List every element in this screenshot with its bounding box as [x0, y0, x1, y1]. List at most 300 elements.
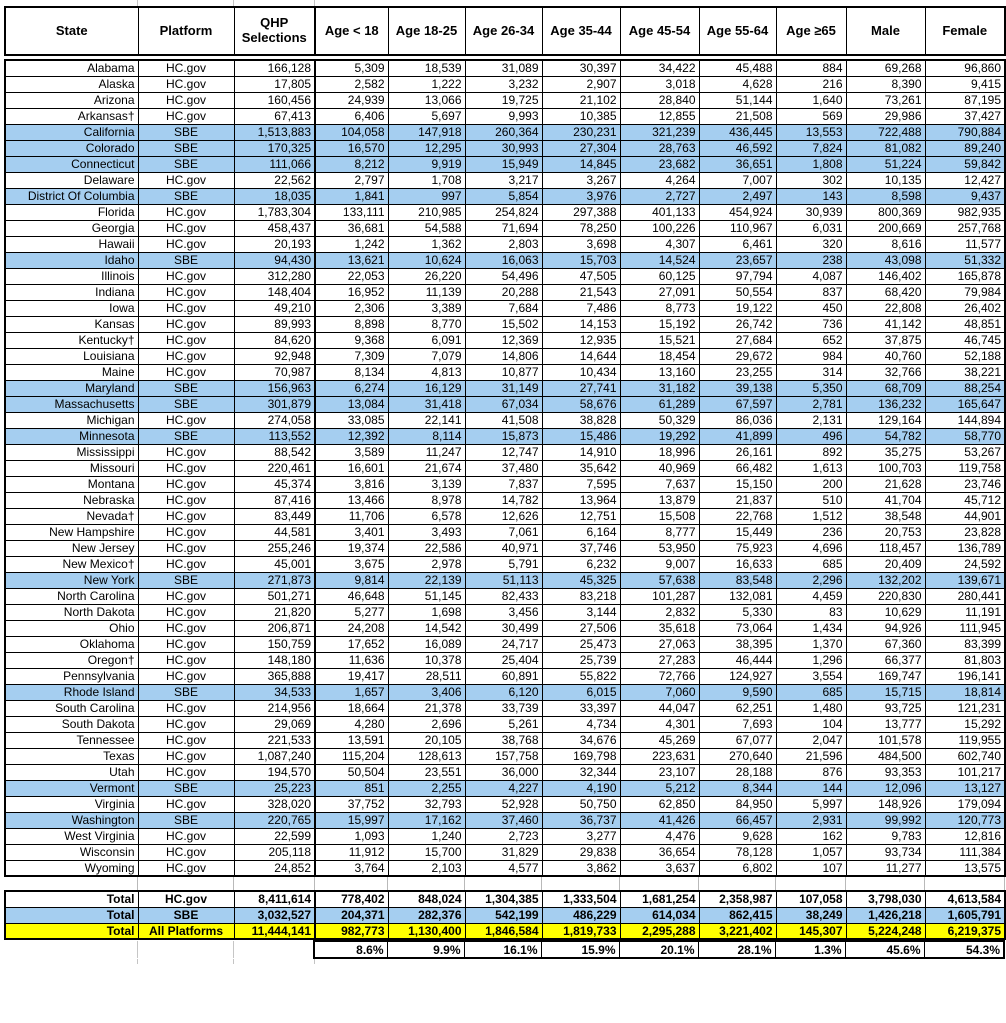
age-ge65-cell[interactable]: 162 [776, 828, 846, 844]
qhp-selections-cell[interactable]: 11,444,141 [234, 923, 315, 939]
platform-cell[interactable]: SBE [138, 140, 234, 156]
platform-cell[interactable]: HC.gov [138, 540, 234, 556]
female-cell[interactable]: 53,267 [925, 444, 1005, 460]
age-55-64-cell[interactable]: 23,255 [699, 364, 776, 380]
age-ge65-cell[interactable]: 884 [776, 60, 846, 76]
age-lt18-cell[interactable]: 8,898 [315, 316, 388, 332]
age-35-44-cell[interactable]: 3,277 [542, 828, 620, 844]
male-cell[interactable]: 136,232 [846, 396, 925, 412]
age-26-34-cell[interactable]: 1,846,584 [465, 923, 542, 939]
qhp-selections-cell[interactable]: 113,552 [234, 428, 315, 444]
female-cell[interactable]: 9,415 [925, 76, 1005, 92]
state-cell[interactable]: Wisconsin [5, 844, 138, 860]
age-35-44-cell[interactable]: 35,642 [542, 460, 620, 476]
qhp-selections-cell[interactable]: 24,852 [234, 860, 315, 876]
age-18-25-cell[interactable]: 8,114 [388, 428, 465, 444]
age-ge65-cell[interactable]: 1,370 [776, 636, 846, 652]
column-header-age-55-64[interactable]: Age 55-64 [699, 7, 776, 55]
age-18-25-cell[interactable]: 16,129 [388, 380, 465, 396]
age-55-64-cell[interactable]: 21,508 [699, 108, 776, 124]
platform-cell[interactable]: HC.gov [138, 844, 234, 860]
column-header-age-ge65[interactable]: Age ≥65 [776, 7, 846, 55]
age-ge65-cell[interactable]: 314 [776, 364, 846, 380]
age-35-44-cell[interactable]: 169,798 [542, 748, 620, 764]
age-lt18-cell[interactable]: 11,912 [315, 844, 388, 860]
platform-cell[interactable]: SBE [138, 684, 234, 700]
platform-cell[interactable]: SBE [138, 396, 234, 412]
platform-cell[interactable]: HC.gov [138, 60, 234, 76]
empty-cell[interactable] [619, 877, 698, 890]
age-ge65-cell[interactable]: 652 [776, 332, 846, 348]
age-35-44-cell[interactable]: 78,250 [542, 220, 620, 236]
age-45-54-cell[interactable]: 45,269 [620, 732, 699, 748]
column-header-male[interactable]: Male [846, 7, 925, 55]
age-18-25-cell[interactable]: 22,139 [388, 572, 465, 588]
male-cell[interactable]: 5,224,248 [846, 923, 925, 939]
age-lt18-cell[interactable]: 778,402 [315, 891, 388, 907]
female-cell[interactable]: 15,292 [925, 716, 1005, 732]
age-45-54-cell[interactable]: 614,034 [620, 907, 699, 923]
age-lt18-cell[interactable]: 24,208 [315, 620, 388, 636]
age-55-64-cell[interactable]: 75,923 [699, 540, 776, 556]
age-26-34-cell[interactable]: 67,034 [465, 396, 542, 412]
age-18-25-cell[interactable]: 20,105 [388, 732, 465, 748]
male-cell[interactable]: 15,715 [846, 684, 925, 700]
empty-cell[interactable] [464, 877, 541, 890]
age-18-25-cell[interactable]: 16,089 [388, 636, 465, 652]
age-55-64-cell[interactable]: 862,415 [699, 907, 776, 923]
male-cell[interactable]: 800,369 [846, 204, 925, 220]
percent-age-18-25[interactable]: 9.9% [387, 941, 464, 958]
male-cell[interactable]: 41,704 [846, 492, 925, 508]
age-ge65-cell[interactable]: 496 [776, 428, 846, 444]
female-cell[interactable]: 101,217 [925, 764, 1005, 780]
state-cell[interactable]: Alabama [5, 60, 138, 76]
male-cell[interactable]: 43,098 [846, 252, 925, 268]
age-35-44-cell[interactable]: 3,267 [542, 172, 620, 188]
age-18-25-cell[interactable]: 7,079 [388, 348, 465, 364]
age-55-64-cell[interactable]: 9,628 [699, 828, 776, 844]
age-ge65-cell[interactable]: 13,553 [776, 124, 846, 140]
state-cell[interactable]: Oklahoma [5, 636, 138, 652]
male-cell[interactable]: 13,777 [846, 716, 925, 732]
age-35-44-cell[interactable]: 230,231 [542, 124, 620, 140]
age-45-54-cell[interactable]: 8,777 [620, 524, 699, 540]
state-cell[interactable]: Ohio [5, 620, 138, 636]
age-lt18-cell[interactable]: 1,841 [315, 188, 388, 204]
age-55-64-cell[interactable]: 27,684 [699, 332, 776, 348]
male-cell[interactable]: 1,426,218 [846, 907, 925, 923]
qhp-selections-cell[interactable]: 17,805 [234, 76, 315, 92]
age-26-34-cell[interactable]: 60,891 [465, 668, 542, 684]
age-26-34-cell[interactable]: 37,460 [465, 812, 542, 828]
platform-cell[interactable]: HC.gov [138, 412, 234, 428]
age-55-64-cell[interactable]: 39,138 [699, 380, 776, 396]
age-lt18-cell[interactable]: 19,417 [315, 668, 388, 684]
state-cell[interactable]: New York [5, 572, 138, 588]
age-18-25-cell[interactable]: 21,378 [388, 700, 465, 716]
age-18-25-cell[interactable]: 5,697 [388, 108, 465, 124]
state-cell[interactable]: South Dakota [5, 716, 138, 732]
age-lt18-cell[interactable]: 1,657 [315, 684, 388, 700]
age-45-54-cell[interactable]: 60,125 [620, 268, 699, 284]
age-18-25-cell[interactable]: 18,539 [388, 60, 465, 76]
female-cell[interactable]: 11,191 [925, 604, 1005, 620]
male-cell[interactable]: 94,926 [846, 620, 925, 636]
age-ge65-cell[interactable]: 200 [776, 476, 846, 492]
age-35-44-cell[interactable]: 4,734 [542, 716, 620, 732]
age-26-34-cell[interactable]: 82,433 [465, 588, 542, 604]
state-cell[interactable]: Tennessee [5, 732, 138, 748]
platform-cell[interactable]: HC.gov [138, 524, 234, 540]
age-55-64-cell[interactable]: 15,449 [699, 524, 776, 540]
age-26-34-cell[interactable]: 12,369 [465, 332, 542, 348]
age-ge65-cell[interactable]: 1,057 [776, 844, 846, 860]
age-35-44-cell[interactable]: 6,232 [542, 556, 620, 572]
state-cell[interactable]: Minnesota [5, 428, 138, 444]
age-ge65-cell[interactable]: 2,296 [776, 572, 846, 588]
age-26-34-cell[interactable]: 254,824 [465, 204, 542, 220]
qhp-selections-cell[interactable]: 150,759 [234, 636, 315, 652]
state-cell[interactable]: District Of Columbia [5, 188, 138, 204]
age-18-25-cell[interactable]: 128,613 [388, 748, 465, 764]
percent-male[interactable]: 45.6% [845, 941, 924, 958]
male-cell[interactable]: 118,457 [846, 540, 925, 556]
female-cell[interactable]: 45,712 [925, 492, 1005, 508]
age-ge65-cell[interactable]: 736 [776, 316, 846, 332]
qhp-selections-cell[interactable]: 274,058 [234, 412, 315, 428]
age-lt18-cell[interactable]: 3,764 [315, 860, 388, 876]
column-header-platform[interactable]: Platform [138, 7, 234, 55]
qhp-selections-cell[interactable]: 8,411,614 [234, 891, 315, 907]
column-header-female[interactable]: Female [925, 7, 1005, 55]
female-cell[interactable]: 87,195 [925, 92, 1005, 108]
age-ge65-cell[interactable]: 4,696 [776, 540, 846, 556]
platform-cell[interactable]: SBE [138, 812, 234, 828]
age-26-34-cell[interactable]: 5,791 [465, 556, 542, 572]
age-35-44-cell[interactable]: 27,304 [542, 140, 620, 156]
column-header-age-26-34[interactable]: Age 26-34 [465, 7, 542, 55]
female-cell[interactable]: 6,219,375 [925, 923, 1005, 939]
platform-cell[interactable]: HC.gov [138, 796, 234, 812]
age-lt18-cell[interactable]: 1,093 [315, 828, 388, 844]
age-35-44-cell[interactable]: 14,845 [542, 156, 620, 172]
male-cell[interactable]: 99,992 [846, 812, 925, 828]
age-45-54-cell[interactable]: 101,287 [620, 588, 699, 604]
age-lt18-cell[interactable]: 3,401 [315, 524, 388, 540]
male-cell[interactable]: 29,986 [846, 108, 925, 124]
age-lt18-cell[interactable]: 15,997 [315, 812, 388, 828]
age-45-54-cell[interactable]: 50,329 [620, 412, 699, 428]
female-cell[interactable]: 280,441 [925, 588, 1005, 604]
age-45-54-cell[interactable]: 12,855 [620, 108, 699, 124]
age-lt18-cell[interactable]: 13,466 [315, 492, 388, 508]
age-ge65-cell[interactable]: 4,087 [776, 268, 846, 284]
age-35-44-cell[interactable]: 486,229 [542, 907, 620, 923]
platform-cell[interactable]: SBE [138, 156, 234, 172]
age-26-34-cell[interactable]: 31,829 [465, 844, 542, 860]
age-26-34-cell[interactable]: 52,928 [465, 796, 542, 812]
age-18-25-cell[interactable]: 14,542 [388, 620, 465, 636]
female-cell[interactable]: 139,671 [925, 572, 1005, 588]
state-cell[interactable]: Vermont [5, 780, 138, 796]
male-cell[interactable]: 51,224 [846, 156, 925, 172]
state-cell[interactable]: Montana [5, 476, 138, 492]
platform-cell[interactable]: HC.gov [138, 220, 234, 236]
age-45-54-cell[interactable]: 223,631 [620, 748, 699, 764]
age-35-44-cell[interactable]: 7,486 [542, 300, 620, 316]
age-18-25-cell[interactable]: 1,362 [388, 236, 465, 252]
age-ge65-cell[interactable]: 1,512 [776, 508, 846, 524]
age-35-44-cell[interactable]: 45,325 [542, 572, 620, 588]
female-cell[interactable]: 46,745 [925, 332, 1005, 348]
age-45-54-cell[interactable]: 41,426 [620, 812, 699, 828]
female-cell[interactable]: 602,740 [925, 748, 1005, 764]
age-26-34-cell[interactable]: 15,949 [465, 156, 542, 172]
column-header-state[interactable]: State [5, 7, 138, 55]
female-cell[interactable]: 13,575 [925, 860, 1005, 876]
age-ge65-cell[interactable]: 2,781 [776, 396, 846, 412]
male-cell[interactable]: 81,082 [846, 140, 925, 156]
age-ge65-cell[interactable]: 30,939 [776, 204, 846, 220]
platform-cell[interactable]: HC.gov [138, 348, 234, 364]
age-lt18-cell[interactable]: 33,085 [315, 412, 388, 428]
age-45-54-cell[interactable]: 4,301 [620, 716, 699, 732]
state-cell[interactable]: Delaware [5, 172, 138, 188]
age-35-44-cell[interactable]: 21,102 [542, 92, 620, 108]
age-35-44-cell[interactable]: 50,750 [542, 796, 620, 812]
qhp-selections-cell[interactable]: 365,888 [234, 668, 315, 684]
platform-cell[interactable]: SBE [138, 572, 234, 588]
platform-cell[interactable]: HC.gov [138, 268, 234, 284]
female-cell[interactable]: 44,901 [925, 508, 1005, 524]
age-35-44-cell[interactable]: 6,164 [542, 524, 620, 540]
state-cell[interactable]: Indiana [5, 284, 138, 300]
age-55-64-cell[interactable]: 26,742 [699, 316, 776, 332]
male-cell[interactable]: 220,830 [846, 588, 925, 604]
age-45-54-cell[interactable]: 9,007 [620, 556, 699, 572]
female-cell[interactable]: 179,094 [925, 796, 1005, 812]
age-55-64-cell[interactable]: 124,927 [699, 668, 776, 684]
age-18-25-cell[interactable]: 11,139 [388, 284, 465, 300]
male-cell[interactable]: 21,628 [846, 476, 925, 492]
qhp-selections-cell[interactable]: 301,879 [234, 396, 315, 412]
age-35-44-cell[interactable]: 25,473 [542, 636, 620, 652]
female-cell[interactable]: 119,955 [925, 732, 1005, 748]
age-26-34-cell[interactable]: 3,217 [465, 172, 542, 188]
age-45-54-cell[interactable]: 5,212 [620, 780, 699, 796]
percent-age-ge65[interactable]: 1.3% [775, 941, 845, 958]
qhp-selections-cell[interactable]: 220,765 [234, 812, 315, 828]
age-lt18-cell[interactable]: 5,309 [315, 60, 388, 76]
age-lt18-cell[interactable]: 2,306 [315, 300, 388, 316]
age-26-34-cell[interactable]: 10,877 [465, 364, 542, 380]
age-18-25-cell[interactable]: 1,240 [388, 828, 465, 844]
age-45-54-cell[interactable]: 7,060 [620, 684, 699, 700]
age-35-44-cell[interactable]: 3,862 [542, 860, 620, 876]
age-ge65-cell[interactable]: 5,997 [776, 796, 846, 812]
platform-cell[interactable]: HC.gov [138, 92, 234, 108]
age-ge65-cell[interactable]: 685 [776, 556, 846, 572]
male-cell[interactable]: 37,875 [846, 332, 925, 348]
age-55-64-cell[interactable]: 38,395 [699, 636, 776, 652]
qhp-selections-cell[interactable]: 214,956 [234, 700, 315, 716]
age-45-54-cell[interactable]: 2,727 [620, 188, 699, 204]
female-cell[interactable]: 51,332 [925, 252, 1005, 268]
age-55-64-cell[interactable]: 41,899 [699, 428, 776, 444]
platform-cell[interactable]: HC.gov [138, 316, 234, 332]
age-18-25-cell[interactable]: 13,066 [388, 92, 465, 108]
age-26-34-cell[interactable]: 51,113 [465, 572, 542, 588]
age-35-44-cell[interactable]: 34,676 [542, 732, 620, 748]
age-ge65-cell[interactable]: 1,296 [776, 652, 846, 668]
qhp-selections-cell[interactable]: 312,280 [234, 268, 315, 284]
qhp-selections-cell[interactable]: 22,562 [234, 172, 315, 188]
age-45-54-cell[interactable]: 61,289 [620, 396, 699, 412]
age-ge65-cell[interactable]: 7,824 [776, 140, 846, 156]
age-ge65-cell[interactable]: 38,249 [776, 907, 846, 923]
qhp-selections-cell[interactable]: 20,193 [234, 236, 315, 252]
age-26-34-cell[interactable]: 54,496 [465, 268, 542, 284]
age-18-25-cell[interactable]: 1,130,400 [388, 923, 465, 939]
state-cell[interactable]: Connecticut [5, 156, 138, 172]
male-cell[interactable]: 68,709 [846, 380, 925, 396]
female-cell[interactable]: 48,851 [925, 316, 1005, 332]
age-55-64-cell[interactable]: 436,445 [699, 124, 776, 140]
age-18-25-cell[interactable]: 28,511 [388, 668, 465, 684]
age-ge65-cell[interactable]: 144 [776, 780, 846, 796]
female-cell[interactable]: 165,647 [925, 396, 1005, 412]
age-ge65-cell[interactable]: 216 [776, 76, 846, 92]
age-45-54-cell[interactable]: 19,292 [620, 428, 699, 444]
age-45-54-cell[interactable]: 1,681,254 [620, 891, 699, 907]
age-ge65-cell[interactable]: 3,554 [776, 668, 846, 684]
age-18-25-cell[interactable]: 32,793 [388, 796, 465, 812]
age-18-25-cell[interactable]: 9,919 [388, 156, 465, 172]
age-lt18-cell[interactable]: 13,591 [315, 732, 388, 748]
qhp-selections-cell[interactable]: 1,513,883 [234, 124, 315, 140]
empty-cell[interactable] [233, 877, 314, 890]
age-35-44-cell[interactable]: 32,344 [542, 764, 620, 780]
male-cell[interactable]: 146,402 [846, 268, 925, 284]
age-55-64-cell[interactable]: 84,950 [699, 796, 776, 812]
platform-cell[interactable]: SBE [138, 907, 234, 923]
percent-age-45-54[interactable]: 20.1% [619, 941, 698, 958]
age-26-34-cell[interactable]: 157,758 [465, 748, 542, 764]
age-18-25-cell[interactable]: 1,708 [388, 172, 465, 188]
qhp-selections-cell[interactable]: 1,087,240 [234, 748, 315, 764]
age-18-25-cell[interactable]: 3,406 [388, 684, 465, 700]
state-cell[interactable]: Virginia [5, 796, 138, 812]
age-45-54-cell[interactable]: 28,840 [620, 92, 699, 108]
age-45-54-cell[interactable]: 23,107 [620, 764, 699, 780]
age-26-34-cell[interactable]: 3,232 [465, 76, 542, 92]
age-35-44-cell[interactable]: 36,737 [542, 812, 620, 828]
age-55-64-cell[interactable]: 7,007 [699, 172, 776, 188]
male-cell[interactable]: 200,669 [846, 220, 925, 236]
age-18-25-cell[interactable]: 12,295 [388, 140, 465, 156]
female-cell[interactable]: 79,984 [925, 284, 1005, 300]
age-35-44-cell[interactable]: 10,434 [542, 364, 620, 380]
age-26-34-cell[interactable]: 30,993 [465, 140, 542, 156]
age-45-54-cell[interactable]: 4,476 [620, 828, 699, 844]
platform-cell[interactable]: HC.gov [138, 508, 234, 524]
qhp-selections-cell[interactable]: 83,449 [234, 508, 315, 524]
empty-cell[interactable] [137, 877, 233, 890]
age-ge65-cell[interactable]: 1,613 [776, 460, 846, 476]
age-lt18-cell[interactable]: 17,652 [315, 636, 388, 652]
age-55-64-cell[interactable]: 86,036 [699, 412, 776, 428]
age-18-25-cell[interactable]: 2,696 [388, 716, 465, 732]
age-lt18-cell[interactable]: 5,277 [315, 604, 388, 620]
age-18-25-cell[interactable]: 11,247 [388, 444, 465, 460]
age-26-34-cell[interactable]: 33,739 [465, 700, 542, 716]
age-lt18-cell[interactable]: 115,204 [315, 748, 388, 764]
age-26-34-cell[interactable]: 38,768 [465, 732, 542, 748]
age-26-34-cell[interactable]: 12,747 [465, 444, 542, 460]
age-55-64-cell[interactable]: 51,144 [699, 92, 776, 108]
age-26-34-cell[interactable]: 260,364 [465, 124, 542, 140]
qhp-selections-cell[interactable]: 45,374 [234, 476, 315, 492]
platform-cell[interactable]: HC.gov [138, 332, 234, 348]
age-55-64-cell[interactable]: 45,488 [699, 60, 776, 76]
state-cell[interactable]: Maryland [5, 380, 138, 396]
age-55-64-cell[interactable]: 6,461 [699, 236, 776, 252]
state-cell[interactable]: Hawaii [5, 236, 138, 252]
age-18-25-cell[interactable]: 3,493 [388, 524, 465, 540]
age-18-25-cell[interactable]: 31,418 [388, 396, 465, 412]
state-cell[interactable]: Arkansas† [5, 108, 138, 124]
age-55-64-cell[interactable]: 67,077 [699, 732, 776, 748]
age-18-25-cell[interactable]: 210,985 [388, 204, 465, 220]
age-ge65-cell[interactable]: 2,131 [776, 412, 846, 428]
age-lt18-cell[interactable]: 104,058 [315, 124, 388, 140]
age-18-25-cell[interactable]: 1,222 [388, 76, 465, 92]
male-cell[interactable]: 3,798,030 [846, 891, 925, 907]
age-ge65-cell[interactable]: 6,031 [776, 220, 846, 236]
state-cell[interactable]: Rhode Island [5, 684, 138, 700]
male-cell[interactable]: 101,578 [846, 732, 925, 748]
empty-cell[interactable] [698, 877, 775, 890]
age-55-64-cell[interactable]: 46,444 [699, 652, 776, 668]
male-cell[interactable]: 100,703 [846, 460, 925, 476]
age-45-54-cell[interactable]: 4,307 [620, 236, 699, 252]
age-55-64-cell[interactable]: 2,497 [699, 188, 776, 204]
age-55-64-cell[interactable]: 3,221,402 [699, 923, 776, 939]
age-45-54-cell[interactable]: 28,763 [620, 140, 699, 156]
empty-cell[interactable] [775, 877, 845, 890]
age-35-44-cell[interactable]: 27,741 [542, 380, 620, 396]
age-18-25-cell[interactable]: 8,978 [388, 492, 465, 508]
female-cell[interactable]: 59,842 [925, 156, 1005, 172]
age-26-34-cell[interactable]: 19,725 [465, 92, 542, 108]
age-lt18-cell[interactable]: 13,084 [315, 396, 388, 412]
age-18-25-cell[interactable]: 51,145 [388, 588, 465, 604]
age-26-34-cell[interactable]: 14,806 [465, 348, 542, 364]
female-cell[interactable]: 23,828 [925, 524, 1005, 540]
female-cell[interactable]: 13,127 [925, 780, 1005, 796]
state-cell[interactable]: Georgia [5, 220, 138, 236]
female-cell[interactable]: 111,945 [925, 620, 1005, 636]
age-lt18-cell[interactable]: 4,280 [315, 716, 388, 732]
age-35-44-cell[interactable]: 7,595 [542, 476, 620, 492]
age-ge65-cell[interactable]: 104 [776, 716, 846, 732]
age-55-64-cell[interactable]: 16,633 [699, 556, 776, 572]
age-55-64-cell[interactable]: 4,628 [699, 76, 776, 92]
age-35-44-cell[interactable]: 4,190 [542, 780, 620, 796]
empty-cell[interactable] [4, 877, 137, 890]
age-lt18-cell[interactable]: 11,636 [315, 652, 388, 668]
